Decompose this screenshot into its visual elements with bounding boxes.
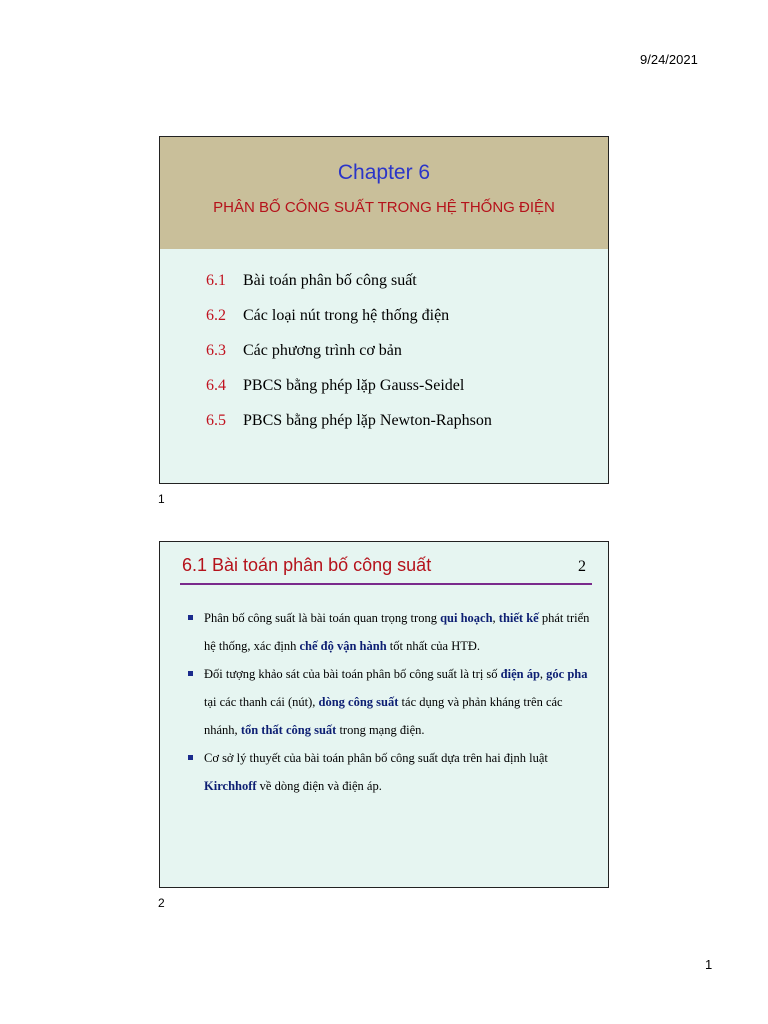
- toc-label: Các loại nút trong hệ thống điện: [243, 306, 450, 324]
- print-date: 9/24/2021: [640, 52, 698, 67]
- toc-item: [206, 263, 608, 298]
- bullet-text: Cơ sở lý thuyết của bài toán phân bố công suất dựa trên hai định luật: [204, 751, 548, 765]
- toc-label: Bài toán phân bố công suất: [243, 271, 417, 289]
- toc-item: [206, 298, 608, 333]
- bullet-bold-text: thiết kế: [498, 611, 539, 625]
- bullet-item: [186, 744, 598, 800]
- chapter-subtitle: PHÂN BỐ CÔNG SUẤT TRONG HỆ THỐNG ĐIỆN: [213, 199, 555, 216]
- bullet-bold-text: Kirchhoff: [204, 779, 257, 793]
- bullet-text: tác dụng và phản kháng trên các nhánh,: [204, 695, 563, 737]
- bullet-list: [186, 604, 598, 800]
- bullet-item: [186, 660, 598, 744]
- bullet-text: ,: [492, 611, 499, 625]
- table-of-contents: [160, 249, 608, 438]
- toc-label: PBCS bằng phép lặp Newton-Raphson: [243, 411, 492, 429]
- chapter-title: Chapter 6: [337, 161, 431, 184]
- bullet-item: [186, 604, 598, 660]
- bullet-bold-text: góc pha: [546, 667, 588, 681]
- page-number: 1: [705, 957, 713, 972]
- slide-number: 2: [158, 896, 165, 910]
- toc-number: 6.1: [206, 271, 226, 289]
- toc-label: Các phương trình cơ bản: [243, 341, 402, 359]
- toc-number: 6.3: [206, 341, 226, 359]
- toc-number: 6.4: [206, 376, 226, 394]
- toc-item: [206, 403, 608, 438]
- bullet-bold-text: dòng công suất: [318, 695, 399, 709]
- toc-number: 6.2: [206, 306, 226, 324]
- slide-corner-number: 2: [578, 558, 586, 575]
- slide-number: 1: [158, 492, 165, 506]
- bullet-text: ,: [539, 667, 547, 681]
- bullet-text: trong mạng điện.: [336, 723, 425, 737]
- bullet-bold-text: qui hoạch: [440, 611, 493, 625]
- bullet-text: Phân bố công suất là bài toán quan trọng trong: [204, 611, 441, 625]
- bullet-text: tốt nhất của HTĐ.: [386, 639, 481, 653]
- slide-chapter-6: [159, 136, 609, 484]
- bullet-text: tại các thanh cái (nút),: [204, 695, 319, 709]
- toc-label: PBCS bằng phép lặp Gauss-Seidel: [243, 376, 465, 394]
- bullet-text: Đối tượng khảo sát của bài toán phân bố công suất là trị số: [204, 667, 501, 681]
- slide-6-1: [159, 541, 609, 888]
- bullet-text: về dòng điện và điện áp.: [256, 779, 382, 793]
- slide-title: 6.1 Bài toán phân bố công suất: [182, 555, 432, 575]
- toc-item: [206, 368, 608, 403]
- title-underline: [180, 583, 592, 585]
- toc-number: 6.5: [206, 411, 226, 429]
- bullet-bold-text: chế độ vận hành: [299, 639, 387, 653]
- toc-item: [206, 333, 608, 368]
- bullet-bold-text: điện áp: [500, 667, 540, 681]
- bullet-bold-text: tổn thất công suất: [240, 723, 337, 737]
- slide-header: [160, 137, 608, 249]
- bullet-text: phát triển hệ thống, xác định: [204, 611, 590, 653]
